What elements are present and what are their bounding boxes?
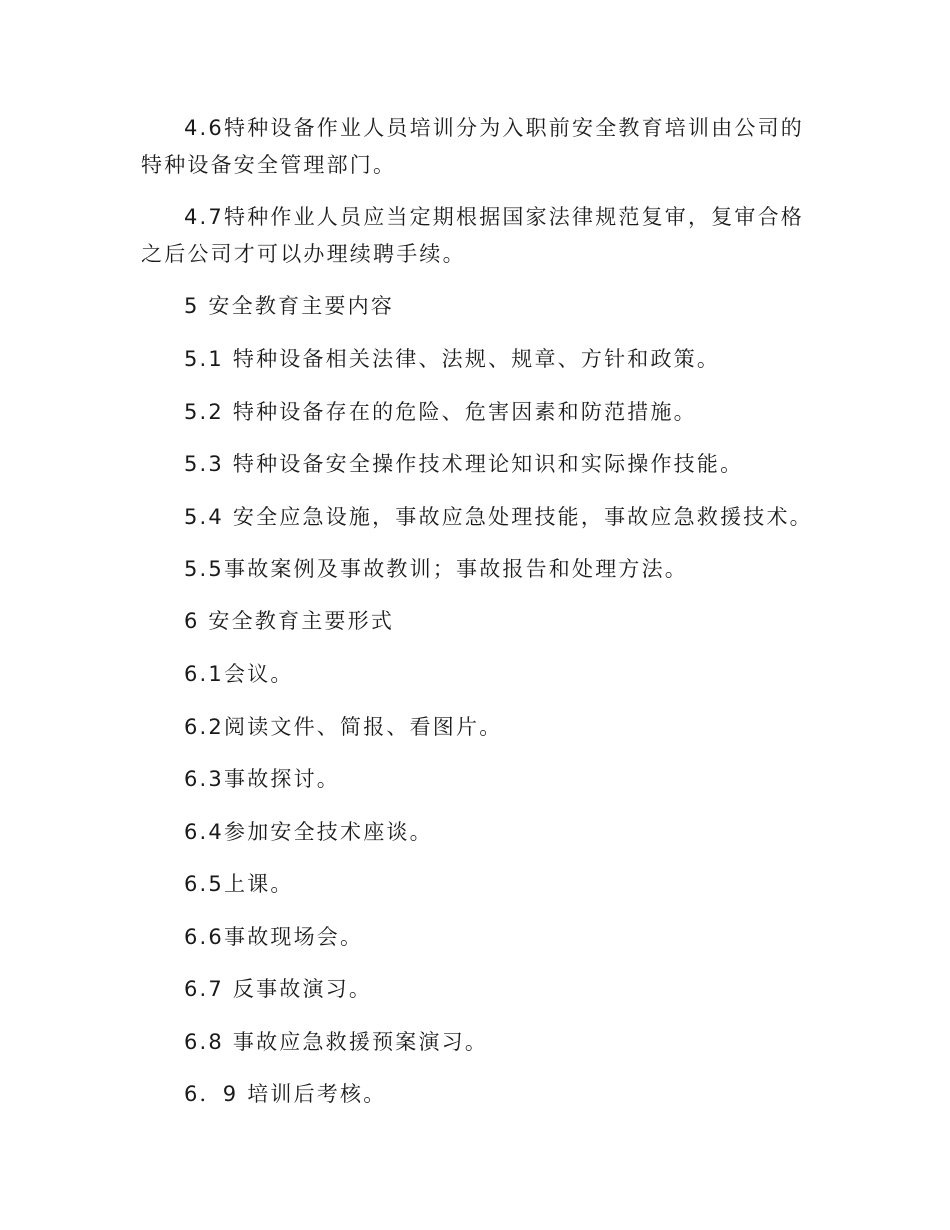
section-heading-6: 6 安全教育主要形式 [184, 609, 395, 633]
list-item-5-5: 5.5事故案例及事故教训；事故报告和处理方法。 [184, 557, 688, 581]
list-item-6-7: 6.7 反事故演习。 [184, 977, 373, 1001]
list-item-5-4: 5.4 安全应急设施，事故应急处理技能，事故应急救援技术。 [184, 505, 813, 529]
list-item-5-1: 5.1 特种设备相关法律、法规、规章、方针和政策。 [184, 347, 721, 371]
list-item-6-8: 6.8 事故应急救援预案演习。 [184, 1030, 489, 1054]
list-item-5-3: 5.3 特种设备安全操作技术理论知识和实际操作技能。 [184, 452, 744, 476]
list-item-6-9: 6．9 培训后考核。 [184, 1082, 387, 1106]
list-item-6-6: 6.6事故现场会。 [184, 925, 364, 949]
list-item-5-2: 5.2 特种设备存在的危险、危害因素和防范措施。 [184, 400, 697, 424]
list-item-6-5: 6.5上课。 [184, 872, 294, 896]
list-item-6-4: 6.4参加安全技术座谈。 [184, 820, 433, 844]
paragraph-4-6: 4.6特种设备作业人员培训分为入职前安全教育培训由公司的特种设备安全管理部门。 [141, 116, 804, 177]
section-heading-5: 5 安全教育主要内容 [184, 294, 395, 318]
list-item-6-3: 6.3事故探讨。 [184, 767, 340, 791]
list-item-6-2: 6.2阅读文件、简报、看图片。 [184, 715, 503, 739]
list-item-6-1: 6.1会议。 [184, 662, 294, 686]
paragraph-4-7: 4.7特种作业人员应当定期根据国家法律规范复审，复审合格之后公司才可以办理续聘手续。 [141, 205, 804, 266]
